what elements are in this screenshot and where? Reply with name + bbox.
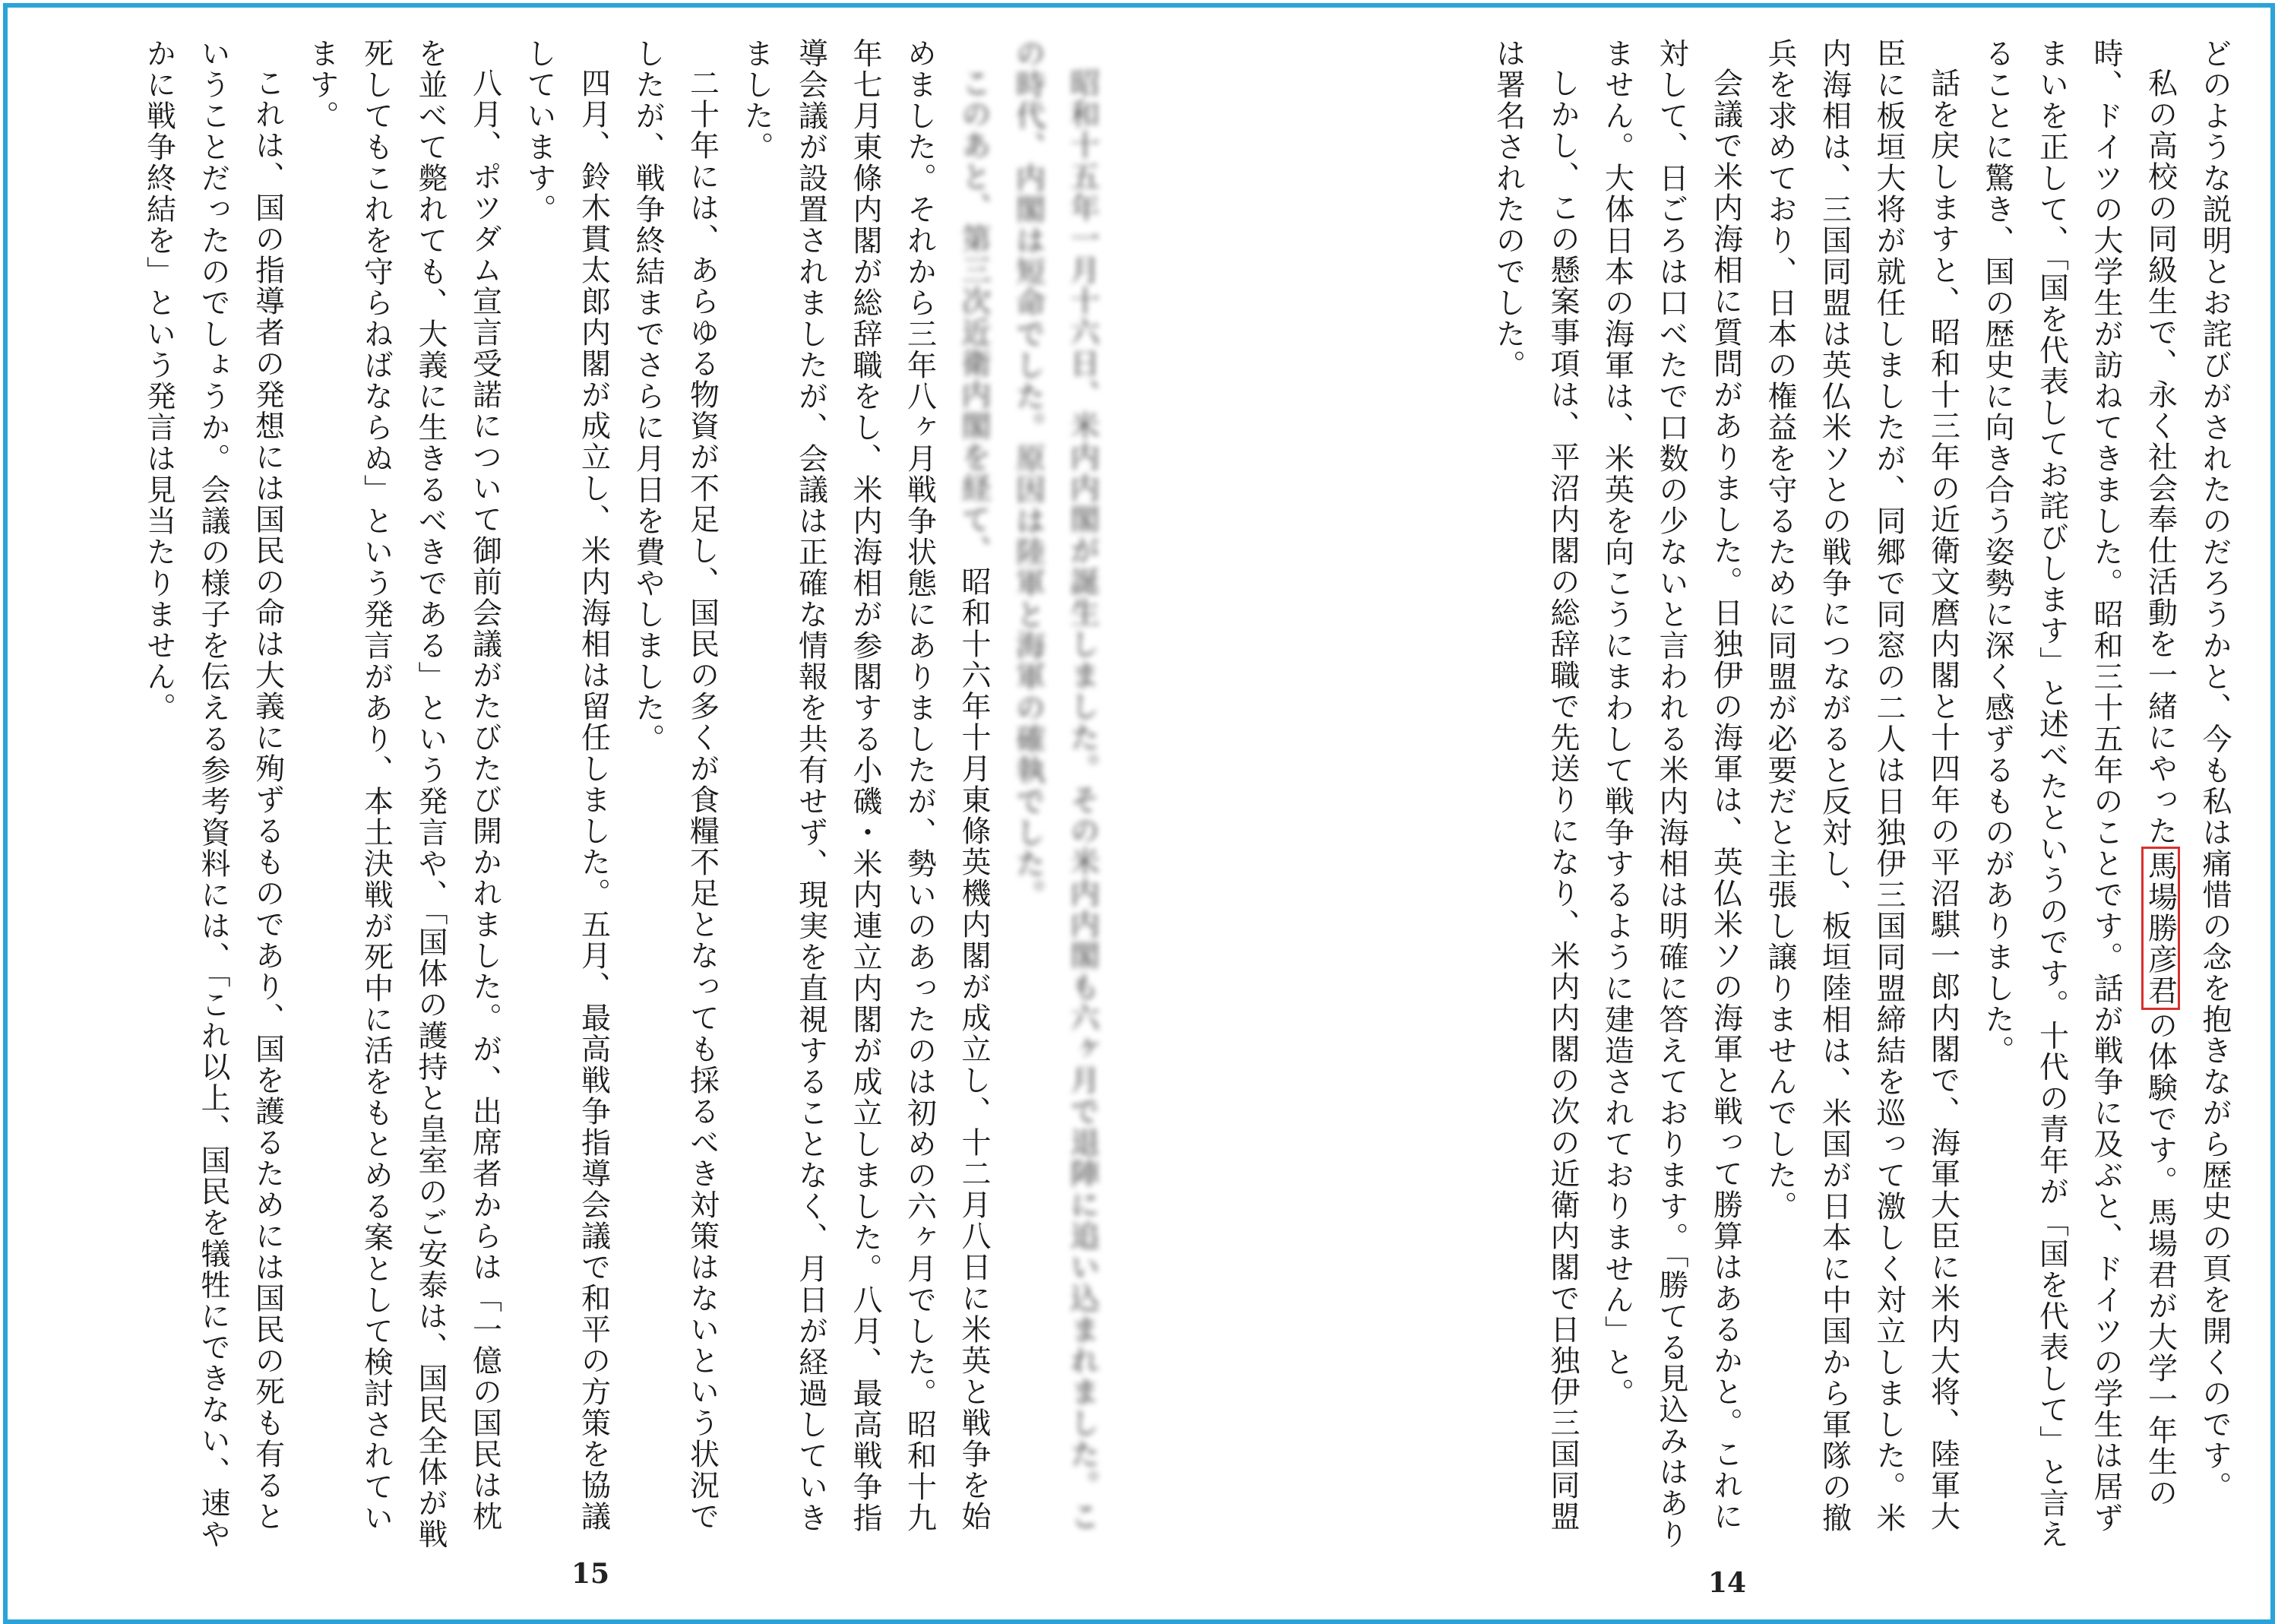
paragraph: [729, 38, 1001, 1550]
document-frame: [3, 3, 2275, 1624]
paragraph: [1970, 38, 2188, 1550]
page-left-body: [131, 38, 1109, 1550]
paragraph: これは、国の指導者の発想には国民の命は大義に殉ずるものであり、国を護るためには国民の死も有るということだったのでしょうか。会議の様子を伝える参考資料には、「これ以上、国民を犠牲にできない、速やかに戦争終結を」という発言は見当たりません。: [141, 38, 285, 1550]
paragraph: どのような説明とお詫びがされたのだろうかと、今も私は痛惜の念を抱きながら歴史の頁を開くのです。: [2197, 38, 2232, 1502]
page-right: [1193, 38, 2242, 1565]
paragraph: 話を戻しますと、昭和十三年の近衛文麿内閣と十四年の平沼騏一郎内閣で、海軍大臣に米内大将、陸軍大臣に板垣大将が就任しましたが、同郷で同窓の二人は日独伊三国同盟締結を巡って激しく対立しました。米内海相は、三国同盟は英仏米ソとの戦争につながると反対し、板垣陸相は、米国が日本に中国から軍隊の撤兵を求めており、日本の権益を守るために同盟が必要だと主張し譲りませんでした。: [1763, 38, 1960, 1534]
paragraph: [1001, 38, 1109, 1550]
page-number-left: 15: [571, 1558, 610, 1590]
page-left: [53, 38, 1109, 1565]
blurred-text: このあと、第三次近衛内閣を経て、: [957, 68, 991, 566]
paragraph: 八月、ポツダム宣言受諾について御前会議がたびたび開かれました。が、出席者からは「一億の国民は枕を並べて斃れても、大義に生きるべきである」という発言や、「国体の護持と皇室のご安泰は、国民全体が戦死してもこれを守らねばならぬ」という発言があり、本土決戦が死中に活をもとめる案として検討されています。: [305, 38, 502, 1550]
paragraph: 四月、鈴木貫太郎内閣が成立し、米内海相は留任しました。五月、最高戦争指導会議で和平の方策を協議しています。: [522, 38, 611, 1532]
highlighted-name: 馬場勝彦君: [2141, 847, 2180, 1010]
page-number-right: 14: [1708, 1567, 1747, 1599]
paragraph: しかし、この懸案事項は、平沼内閣の総辞職で先送りになり、米内内閣の次の近衛内閣で日独伊三国同盟は署名されたのでした。: [1491, 38, 1580, 1532]
paragraph: 会議で米内海相に質問がありました。日独伊の海軍は、英仏米ソの海軍と戦って勝算はあるかと。これに対して、日ごろは口べたで口数の少ないと言われる米内海相は明確に答えております。「勝てる見込みはありません。大体日本の海軍は、米英を向こうにまわして戦争するように建造されておりません」と。: [1599, 38, 1743, 1550]
paragraph: 二十年には、あらゆる物資が不足し、国民の多くが食糧不足となっても採るべき対策はないという状況でしたが、戦争終結までさらに月日を費やしました。: [631, 38, 720, 1532]
paragraph-text: 私の高校の同級生で、永く社会奉仕活動を一緒にやった: [2143, 68, 2178, 847]
blurred-text: 昭和十五年一月十六日、米内内閣が誕生しました。その米内内閣も六ヶ月で退陣に追い込まれました。この時代、内閣は短命でした。原因は陸軍と海軍の確執でした。: [1011, 38, 1100, 1532]
paragraph-text: の体験です。馬場君が大学一年生の時、ドイツの大学生が訪ねてきました。昭和三十五年のことです。話が戦争に及ぶと、ドイツの学生は居ずまいを正して、「国を代表してお詫びします」と述べたというのです。十代の青年が「国を代表して」と言えることに驚き、国の歴史に向き合う姿勢に深く感ずるものがありました。: [1980, 38, 2178, 1550]
page-right-body: [1481, 38, 2242, 1550]
paragraph-text: 昭和十六年十月東條英機内閣が成立し、十二月八日に米英と戦争を始めました。それから三年八ヶ月戦争状態にありましたが、勢いのあったのは初めの六ヶ月でした。昭和十九年七月東條内閣が総辞職をし、米内海相が参閣する小磯・米内連立内閣が成立しました。八月、最高戦争指導会議が設置されましたが、会議は正確な情報を共有せず、現実を直視することなく、月日が経過していきました。: [739, 38, 991, 1534]
